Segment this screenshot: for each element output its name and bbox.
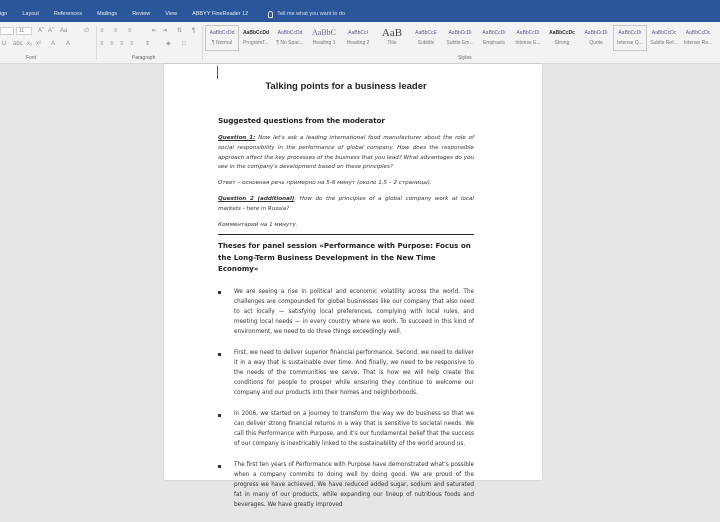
style-preview: AaBbCcDi <box>448 30 472 36</box>
paragraph-group-label: Paragraph <box>132 55 156 61</box>
style-intense-reference[interactable] <box>681 25 715 51</box>
text-cursor <box>217 66 218 79</box>
underline-icon[interactable]: U <box>2 41 7 47</box>
style-name: Strong <box>554 40 570 46</box>
numbering-icon[interactable]: ≡ <box>114 28 118 34</box>
increase-indent-icon[interactable]: ⇥ <box>162 28 168 34</box>
borders-icon[interactable]: □ <box>182 41 186 47</box>
style-emphasis[interactable] <box>477 25 511 51</box>
horizontal-rule <box>218 234 474 235</box>
style-strong[interactable] <box>545 25 579 51</box>
tab-abbyy[interactable]: ABBYY FineReader 12 <box>192 11 249 17</box>
tell-me-box[interactable] <box>268 11 345 18</box>
style-name: Quote <box>589 40 603 46</box>
style-preview: AaBbCcI <box>348 30 368 36</box>
style-quote[interactable] <box>579 25 613 51</box>
shrink-font-icon[interactable]: Aˇ <box>48 28 54 34</box>
font-size-dropdown[interactable]: 11 <box>16 27 32 35</box>
question-2-text: : How do the principles of a global company work at local markets - here in Russia? <box>218 195 474 212</box>
tell-me-text: Tell me what you want to do <box>277 11 346 17</box>
style-preview: AaBbCcE <box>415 30 437 36</box>
style-name: Emphasis <box>483 40 505 46</box>
list-item-text: First, we need to deliver superior financial performance. Second, we need to deliver it in a way that is sustainable over time. And finally, we need to be responsive to the needs of the communities we serve. That is how we will help create the conditions for people to prosper while ensuring they continue to welcome our company and our products into their homes and neighborhoods. <box>234 349 474 396</box>
font-group-label: Font <box>26 55 37 61</box>
style-preview: AaBbC <box>312 28 336 37</box>
style-title[interactable] <box>375 25 409 51</box>
bullet-icon <box>218 353 221 356</box>
list-item-text: The first ten years of Performance with Purpose have demonstrated what's possible when a company commits to doing well by doing good. We are proud of the progress we have achieved. We have reduced added sugar, sodium and saturated fat in many of our products, while expanding our lineup of nutritious foods and beverages. We have greatly improved <box>234 462 474 508</box>
ribbon-tabs <box>0 6 720 22</box>
style-subtle-emphasis[interactable] <box>443 25 477 51</box>
style-name: Subtitle <box>417 40 435 46</box>
canvas-left <box>0 64 164 480</box>
subscript-icon[interactable]: x₂ <box>27 41 33 47</box>
align-left-icon[interactable]: ≡ <box>100 41 104 47</box>
strikethrough-icon[interactable]: abc <box>13 41 23 47</box>
tab-mailings[interactable]: Mailings <box>97 11 118 17</box>
list-item-text: We are seeing a rise in political and economic volatility across the world. The challenges are compounded for global businesses like our company that also need to act locally — satisfying local preferences, complying with local rules, and meeting local needs — in every country where we work. To succeed in this kind of environment, we need to do three things exceedingly well. <box>234 288 474 335</box>
style-preview: AaBbCcDc <box>685 30 711 36</box>
style-name: Intense Re... <box>683 40 713 46</box>
style-preview: AaBbCcDc <box>549 30 575 36</box>
change-case-icon[interactable]: Aa <box>60 28 68 34</box>
tab-layout[interactable]: Layout <box>22 11 39 17</box>
text-effects-icon[interactable]: A <box>51 41 56 47</box>
style-name: ProgramT... <box>243 40 269 46</box>
style-preview: AaBbCcDi <box>618 30 642 36</box>
style-preview: AaBbCcDi <box>516 30 540 36</box>
style-preview: AaBbCcDi <box>584 30 608 36</box>
theses-list <box>218 288 474 511</box>
style-preview: AaBbCcDd <box>277 30 303 36</box>
tab-view[interactable]: View <box>165 11 178 17</box>
style-name: Heading 2 <box>346 40 370 46</box>
styles-gallery <box>205 25 715 51</box>
line-spacing-icon[interactable]: ⇕ <box>145 41 151 47</box>
sort-icon[interactable]: ⇅ <box>177 28 183 34</box>
style-preview: AaBbCcDi <box>482 30 506 36</box>
tab-references[interactable]: References <box>53 11 82 17</box>
bullet-icon <box>218 291 221 294</box>
style-preview: AaB <box>381 27 403 39</box>
justify-icon[interactable]: ≡ <box>130 41 134 47</box>
decrease-indent-icon[interactable]: ⇤ <box>152 28 158 34</box>
style-name: Heading 1 <box>312 40 336 46</box>
bullet-icon <box>218 465 221 468</box>
style-name: Intense Q... <box>617 40 643 46</box>
style-name: Title <box>387 40 397 46</box>
list-item <box>218 288 474 338</box>
style-heading-1[interactable] <box>307 25 341 51</box>
bullet-icon <box>218 414 221 417</box>
canvas-right <box>542 64 720 480</box>
font-name-dropdown[interactable] <box>0 27 14 35</box>
style-subtitle[interactable] <box>409 25 443 51</box>
style-name: Subtle Em... <box>446 40 474 46</box>
divider <box>202 26 203 60</box>
answer-note: Ответ – основная речь примерно на 5-6 минут (около 1,5 – 2 страницы). <box>218 180 432 187</box>
style-no-spacing[interactable] <box>273 25 307 51</box>
question-1-label: Question 1: <box>218 135 256 141</box>
style-name: Intense E... <box>515 40 541 46</box>
question-1-text: Now let's ask a leading international food manufacturer about the role of social responsibility in the performance of global company. How does the responsible approach affect the key processes of the business that you lead? What advantages do you see in the company's development based on these principles? <box>218 135 475 171</box>
list-item <box>218 461 474 511</box>
style-name: ¶ Normal <box>211 40 233 46</box>
shading-icon[interactable]: ◈ <box>166 41 171 47</box>
style-name: ¶ No Spac... <box>276 40 304 46</box>
align-center-icon[interactable]: ≡ <box>110 41 114 47</box>
ribbon <box>0 22 720 64</box>
list-item <box>218 349 474 399</box>
document-page[interactable] <box>164 64 542 508</box>
style-intense-quote[interactable] <box>613 25 647 51</box>
style-name: Subtle Ref... <box>650 40 678 46</box>
list-item-text: In 2006, we started on a journey to transform the way we do business so that we can deliver strong financial returns in a way that is sensitive to societal needs. We call this Performance with Purpose, and it's our fundamental belief that the success of our company is inextricably linked to the sustainability of the world around us. <box>234 410 474 447</box>
theses-heading: Theses for panel session «Performance with Purpose: Focus on the Long-Term Business Development in the New Time Economy» <box>218 241 471 274</box>
tab-design[interactable]: ign <box>0 11 8 17</box>
list-item <box>218 410 474 450</box>
style-heading-2[interactable] <box>341 25 375 51</box>
tab-review[interactable]: Review <box>132 11 151 17</box>
divider <box>96 26 97 60</box>
multilevel-list-icon[interactable]: ≡ <box>128 28 132 34</box>
bullets-icon[interactable]: ≡ <box>100 28 104 34</box>
clear-format-icon[interactable]: ∅ <box>84 28 90 34</box>
style-preview: AaBbCcDd <box>209 30 235 36</box>
document-body[interactable] <box>218 81 474 522</box>
question-2-label: Question 2 (additional) <box>218 195 295 202</box>
style-programt[interactable] <box>239 25 273 51</box>
align-right-icon[interactable]: ≡ <box>120 41 124 47</box>
style-subtle-reference[interactable] <box>647 25 681 51</box>
style-intense-emphasis[interactable] <box>511 25 545 51</box>
question-1 <box>218 134 474 173</box>
style-preview: AaBbCcDc <box>651 30 677 36</box>
document-title: Talking points for a business leader <box>265 81 427 92</box>
show-marks-icon[interactable]: ¶ <box>192 28 196 34</box>
comment-note: Комментарий на 1 минуту. <box>218 221 298 228</box>
font-color-icon[interactable]: A <box>66 41 71 47</box>
superscript-icon[interactable]: x² <box>36 41 41 47</box>
question-2 <box>218 195 474 215</box>
grow-font-icon[interactable]: Aˆ <box>38 28 44 34</box>
lightbulb-icon <box>268 11 273 18</box>
style-preview: AaBbCcDd <box>242 30 270 36</box>
section-heading: Suggested questions from the moderator <box>218 116 385 125</box>
styles-group-label: Styles <box>458 55 472 61</box>
style-normal[interactable] <box>205 25 239 51</box>
